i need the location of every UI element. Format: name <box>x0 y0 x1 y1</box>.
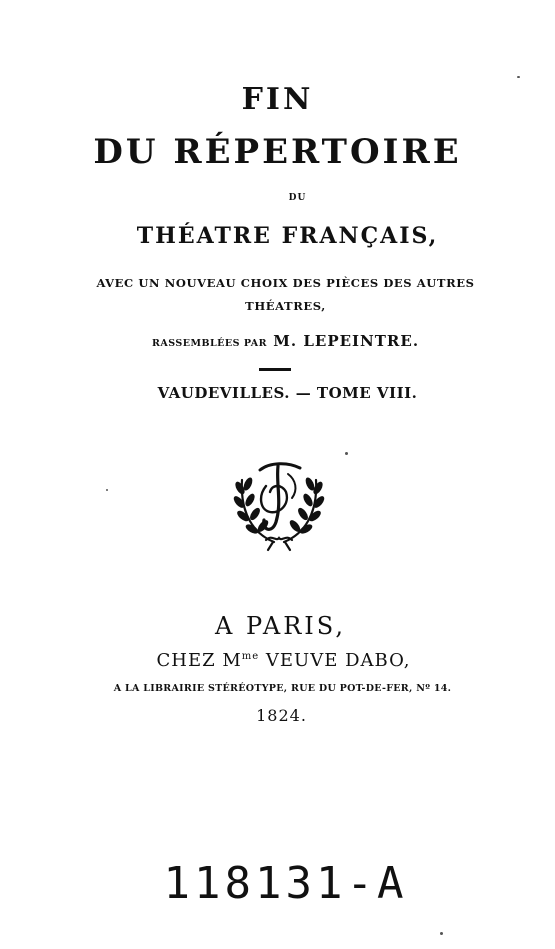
heading-du: DU <box>288 193 307 203</box>
paper-speck <box>106 489 108 491</box>
paper-speck <box>345 452 348 455</box>
heading-fin: FIN <box>241 82 314 117</box>
compiler-prefix: RASSEMBLÉES PAR <box>151 338 268 349</box>
monogram-laurel-wreath-icon <box>226 450 332 554</box>
publisher-rest: VEUVE DABO, <box>259 650 411 671</box>
paper-speck <box>440 932 443 935</box>
paper-speck <box>517 76 520 78</box>
subtitle-line-1: AVEC UN NOUVEAU CHOIX DES PIÈCES DES AUTRES <box>96 276 475 290</box>
imprint-publisher <box>6 650 555 671</box>
publisher-prefix: CHEZ M <box>156 650 242 671</box>
imprint-bookshop: A LA LIBRAIRIE STÉRÉOTYPE, RUE DU POT-DE-FER, Nº 14. <box>113 683 452 694</box>
subtitle-line-2: THÉATRES, <box>245 299 326 313</box>
divider-rule <box>259 368 291 371</box>
publisher-superscript: me <box>241 651 260 662</box>
imprint-city: A PARIS, <box>214 612 346 640</box>
shelfmark-stamp: 118131-A <box>163 858 408 909</box>
compiler-name: M. LEPEINTRE. <box>273 332 420 350</box>
compiler-line <box>8 332 555 350</box>
volume-line: VAUDEVILLES. — TOME VIII. <box>157 384 418 402</box>
heading-repertoire: DU RÉPERTOIRE <box>93 132 462 172</box>
imprint-year: 1824. <box>256 706 307 725</box>
heading-theatre-francais: THÉATRE FRANÇAIS, <box>136 223 439 249</box>
